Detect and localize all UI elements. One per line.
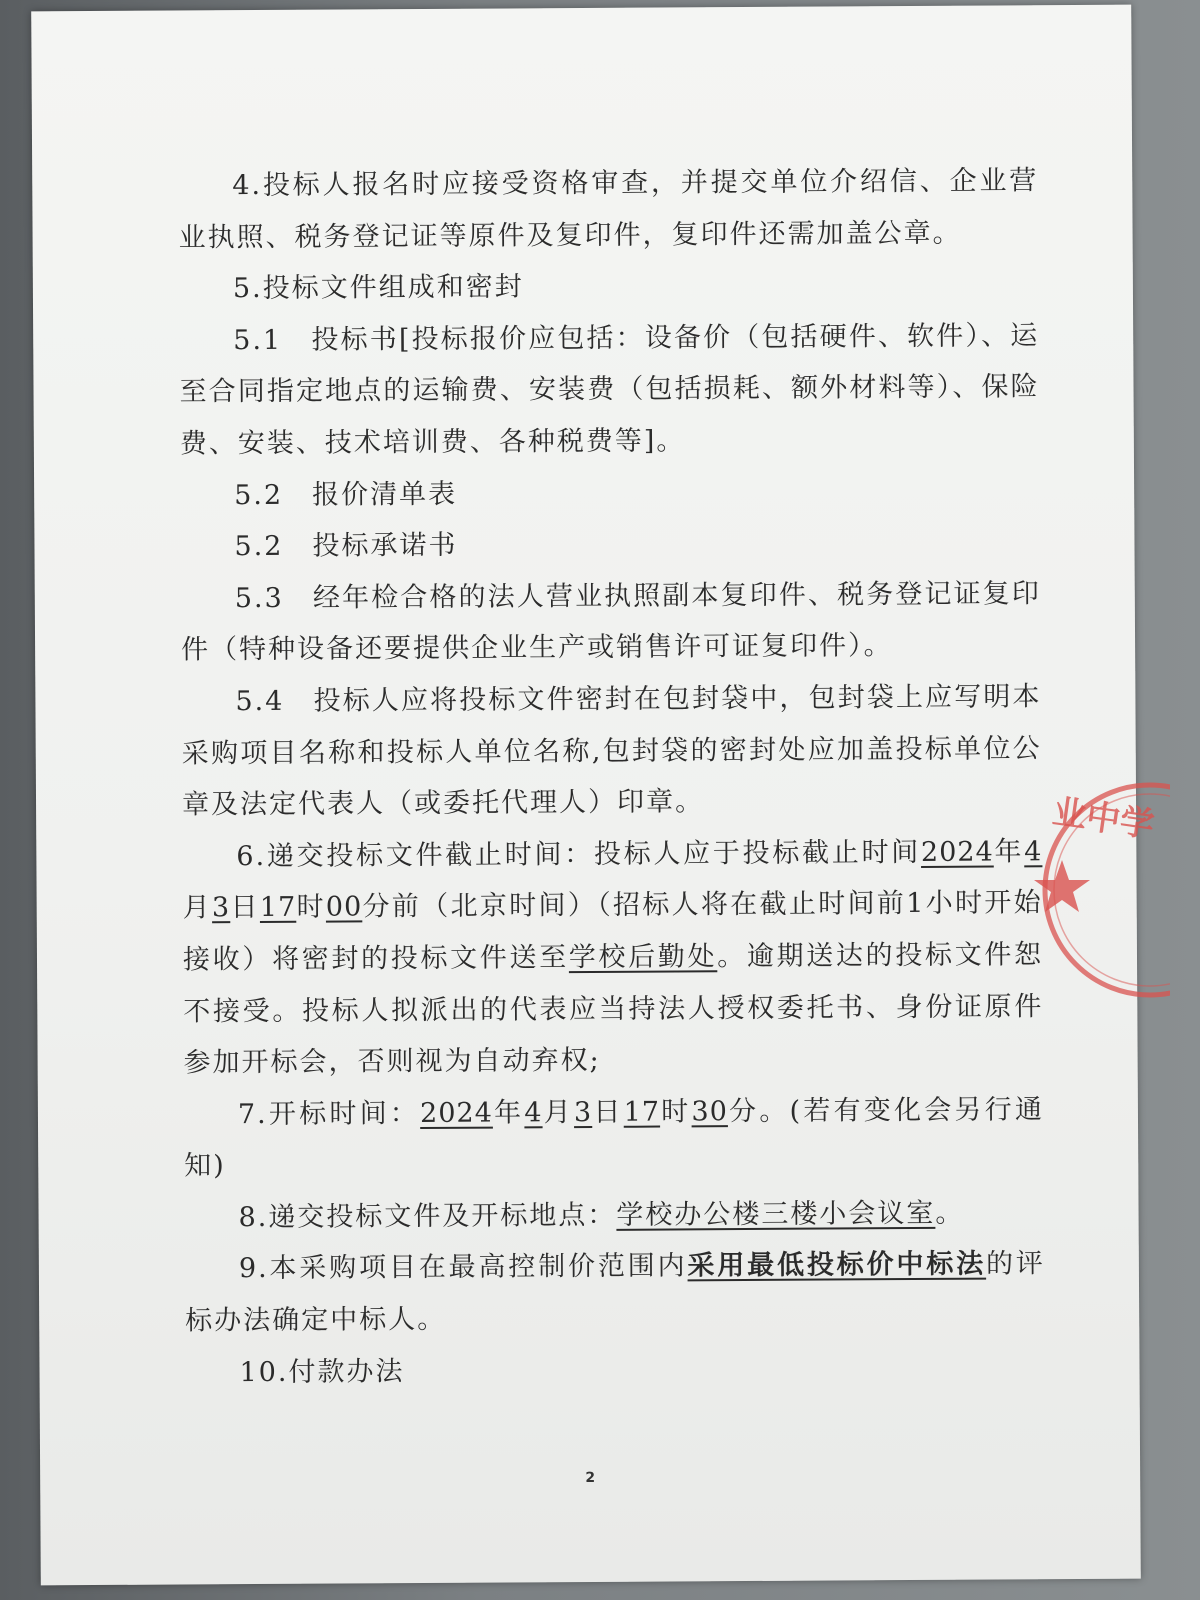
item-7-hour-unit: 时: [659, 1096, 692, 1128]
item-7-suffix: 分。(若有变化会另行通知): [184, 1093, 1045, 1182]
item-6-day-unit: 日: [230, 892, 260, 924]
item-8-suffix: 。: [935, 1197, 965, 1229]
item-9-prefix: 9.本采购项目在最高控制价范围内: [238, 1250, 688, 1285]
item-7-month: 4: [524, 1096, 543, 1129]
item-5-1: 5.1 投标书[投标报价应包括：设备价（包括硬件、软件）、运至合同指定地点的运输费、安装费（包括损耗、额外材料等）、保险费、安装、技术培训费、各种税费等]。: [179, 320, 1040, 460]
seal-text: 业中学: [1050, 791, 1157, 846]
item-5-2-commitment: 5.2 投标承诺书: [234, 529, 458, 563]
item-6-deadline: [182, 826, 1044, 1089]
item-9-evaluation: [185, 1239, 1046, 1347]
item-6-day: 3: [211, 892, 231, 924]
item-6-year-unit: 年: [993, 836, 1025, 868]
item-8-prefix: 8.递交投标文件及开标地点：: [238, 1199, 617, 1234]
item-7-day: 3: [573, 1096, 593, 1128]
item-5-heading: 5.投标文件组成和密封: [232, 271, 524, 305]
item-7-year-unit: 年: [492, 1097, 525, 1129]
item-9-suffix: 的评标办法确定中标人。: [185, 1248, 1045, 1337]
item-10-payment: 10.付款办法: [239, 1355, 405, 1388]
item-6-place: 学校后勤处: [568, 941, 718, 974]
item-7-hour: 17: [623, 1096, 661, 1128]
page-number: 2: [585, 1469, 596, 1487]
item-6-minute: 00: [325, 891, 363, 923]
official-seal-stamp: [1000, 780, 1170, 1010]
document-body: [178, 155, 1046, 1398]
seal-star-icon: [1034, 860, 1090, 912]
item-6-hour: 17: [259, 892, 297, 924]
item-9-method: 采用最低投标价中标法: [687, 1249, 987, 1282]
item-7-month-unit: 月: [542, 1096, 575, 1128]
item-4: 4.投标人报名时应接受资格审查，并提交单位介绍信、企业营业执照、税务登记证等原件及复印件，复印件还需加盖公章。: [178, 165, 1039, 254]
item-8-location: [184, 1187, 1044, 1244]
item-6-month-unit: 月: [182, 892, 213, 924]
item-6-month: 4: [1024, 835, 1043, 868]
item-5-2-price-list: 5.2 报价清单表: [234, 478, 458, 511]
item-6-suffix: 。逾期送达的投标文件恕不接受。投标人拟派出的代表应当持法人授权委托书、身份证原件参加开标会，否则视为自动弃权;: [183, 939, 1044, 1079]
item-6-prefix: 6.递交投标文件截止时间：投标人应于投标截止时间: [236, 836, 922, 872]
item-6-year: 2024: [920, 836, 994, 868]
item-5-3: 5.3 经年检合格的法人营业执照副本复印件、税务登记证复印件（特种设备还要提供企业生产或销售许可证复印件）。: [181, 577, 1041, 666]
document-page: [31, 5, 1141, 1586]
item-7-minute: 30: [691, 1095, 728, 1128]
item-7-prefix: 7.开标时间：: [237, 1097, 421, 1130]
seal-stamp-graphic: [1000, 780, 1170, 1010]
item-8-place: 学校办公楼三楼小会议室: [616, 1197, 936, 1231]
item-6-hour-unit: 时: [296, 891, 326, 924]
item-7-opening-time: [184, 1084, 1045, 1192]
item-7-year: 2024: [420, 1097, 493, 1129]
item-6-minute-unit: 分前（北京时间）（招标人将在截止时间前1小时开始接收）将密封的投标文件送至: [182, 887, 1043, 976]
item-7-day-unit: 日: [592, 1096, 624, 1128]
item-5-4: 5.4 投标人应将投标文件密封在包封袋中，包封袋上应写明本采购项目名称和投标人单位名称,包封袋的密封处应加盖投标单位公章及法定代表人（或委托代理人）印章。: [181, 681, 1042, 821]
